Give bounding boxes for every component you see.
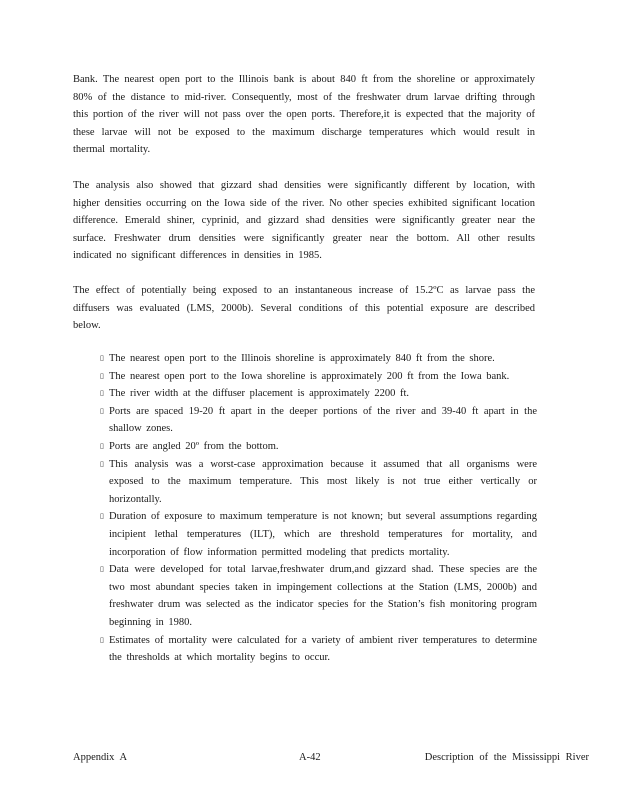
list-item	[100, 368, 537, 386]
list-item-text: Estimates of mortality were calculated for a variety of ambient river temperatures to determine the thresholds at which mortality begins to occur.	[109, 634, 537, 664]
bullet-marker-icon: ▯	[100, 459, 104, 468]
list-item	[100, 456, 537, 509]
list-item-text: Ports are angled 20º from the bottom.	[109, 440, 279, 452]
bullet-marker-icon: ▯	[100, 512, 104, 521]
bullet-marker-icon: ▯	[100, 565, 104, 574]
list-item	[100, 438, 537, 456]
exposure-conditions-list	[100, 350, 537, 667]
list-item	[100, 385, 537, 403]
list-item-text: The nearest open port to the Illinois shoreline is approximately 840 ft from the shore.	[109, 353, 495, 364]
list-item-text: Ports are spaced 19-20 ft apart in the deeper portions of the river and 39-40 ft apart in the shallow zones.	[109, 405, 537, 435]
list-item-text: Duration of exposure to maximum temperature is not known; but several assumptions regarding incipient lethal temperatures (ILT), which are threshold temperatures for mortality, and incorporation of flow information permitted modeling that predicts mortality.	[109, 511, 537, 558]
list-item	[100, 350, 537, 368]
bullet-marker-icon: ▯	[100, 441, 104, 450]
page-footer	[73, 749, 589, 767]
bullet-marker-icon: ▯	[100, 371, 104, 380]
bullet-marker-icon: ▯	[100, 635, 104, 644]
paragraph-bank-distance: Bank. The nearest open port to the Illinois bank is about 840 ft from the shoreline or approximately 80% of the distance to mid-river. Consequently, most of the freshwater drum larvae drifting through this portion of the river will not pass over the open ports. Therefore,it is expected that the majority of these larvae will not be exposed to the maximum discharge temperatures which would result in thermal mortality.	[73, 74, 535, 156]
list-item-text: Data were developed for total larvae,freshwater drum,and gizzard shad. These species are the two most abundant species taken in impingement collections at the Station (LMS, 2000b) and freshwater drum was selected as the indicator species for the Station’s fish monitoring program beginning in 1980.	[109, 564, 537, 628]
list-item-text: This analysis was a worst-case approximation because it assumed that all organisms were exposed to the maximum temperature. This most likely is not true either vertically or horizontally.	[109, 458, 537, 505]
list-item-text: The river width at the diffuser placement is approximately 2200 ft.	[109, 388, 410, 400]
page-number: A-42	[299, 752, 321, 763]
list-item-text: The nearest open port to the Iowa shoreline is approximately 200 ft from the Iowa bank.	[109, 370, 510, 382]
bullet-marker-icon: ▯	[100, 406, 104, 415]
list-item	[100, 508, 537, 561]
paragraph-exposure-effect: The effect of potentially being exposed to an instantaneous increase of 15.2ºC as larvae pass the diffusers was evaluated (LMS, 2000b). Several conditions of this potential exposure are described below.	[73, 285, 535, 332]
footer-appendix-label: Appendix A	[73, 752, 128, 763]
footer-section-title: Description of the Mississippi River	[424, 752, 589, 763]
bullet-marker-icon: ▯	[100, 389, 104, 398]
list-item	[100, 632, 537, 667]
list-item	[100, 403, 537, 438]
bullet-marker-icon: ▯	[100, 354, 104, 362]
paragraph-density-analysis: The analysis also showed that gizzard shad densities were significantly different by location, with higher densities occurring on the Iowa side of the river. No other species exhibited significant location difference. Emerald shiner, cyprinid, and gizzard shad densities were significantly greater near the surface. Freshwater drum densities were significantly greater near the bottom. All other results indicated no significant differences in densities in 1985.	[73, 180, 535, 262]
list-item	[100, 561, 537, 631]
